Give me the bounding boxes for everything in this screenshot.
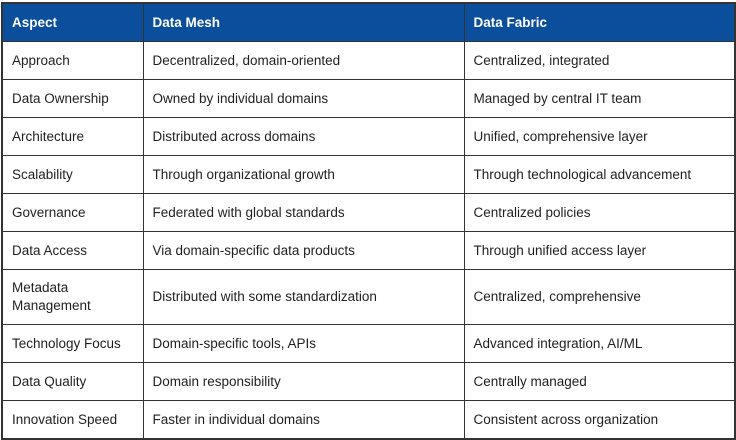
data-fabric-cell: Centralized, integrated xyxy=(464,42,735,80)
table-row xyxy=(2,401,735,440)
data-fabric-cell: Centrally managed xyxy=(464,363,735,401)
table-row xyxy=(2,325,735,363)
aspect-cell: Data Quality xyxy=(2,363,143,401)
data-fabric-cell: Managed by central IT team xyxy=(464,80,735,118)
aspect-cell: Innovation Speed xyxy=(2,401,143,440)
data-fabric-cell: Centralized policies xyxy=(464,194,735,232)
aspect-cell: Technology Focus xyxy=(2,325,143,363)
aspect-cell: Metadata Management xyxy=(2,270,143,325)
data-mesh-cell: Via domain-specific data products xyxy=(143,232,464,270)
data-mesh-cell: Federated with global standards xyxy=(143,194,464,232)
column-header-data-mesh: Data Mesh xyxy=(143,3,464,42)
data-mesh-cell: Distributed with some standardization xyxy=(143,270,464,325)
column-header-aspect: Aspect xyxy=(2,3,143,42)
aspect-cell: Governance xyxy=(2,194,143,232)
data-mesh-cell: Faster in individual domains xyxy=(143,401,464,440)
data-fabric-cell: Through unified access layer xyxy=(464,232,735,270)
data-mesh-cell: Owned by individual domains xyxy=(143,80,464,118)
data-fabric-cell: Consistent across organization xyxy=(464,401,735,440)
data-fabric-cell: Centralized, comprehensive xyxy=(464,270,735,325)
aspect-cell: Architecture xyxy=(2,118,143,156)
aspect-cell: Data Access xyxy=(2,232,143,270)
data-mesh-cell: Decentralized, domain-oriented xyxy=(143,42,464,80)
table-row xyxy=(2,194,735,232)
table-row xyxy=(2,156,735,194)
table-row xyxy=(2,270,735,325)
data-mesh-vs-data-fabric-table xyxy=(1,2,736,440)
table-row xyxy=(2,118,735,156)
column-header-data-fabric: Data Fabric xyxy=(464,3,735,42)
table-row xyxy=(2,363,735,401)
aspect-cell: Data Ownership xyxy=(2,80,143,118)
data-fabric-cell: Through technological advancement xyxy=(464,156,735,194)
table-row xyxy=(2,42,735,80)
data-fabric-cell: Advanced integration, AI/ML xyxy=(464,325,735,363)
table-row xyxy=(2,232,735,270)
data-mesh-cell: Through organizational growth xyxy=(143,156,464,194)
data-mesh-cell: Domain-specific tools, APIs xyxy=(143,325,464,363)
aspect-cell: Scalability xyxy=(2,156,143,194)
table-row xyxy=(2,80,735,118)
data-mesh-cell: Domain responsibility xyxy=(143,363,464,401)
aspect-cell: Approach xyxy=(2,42,143,80)
data-fabric-cell: Unified, comprehensive layer xyxy=(464,118,735,156)
data-mesh-cell: Distributed across domains xyxy=(143,118,464,156)
header-row xyxy=(2,3,735,42)
comparison-table-container xyxy=(1,2,736,440)
